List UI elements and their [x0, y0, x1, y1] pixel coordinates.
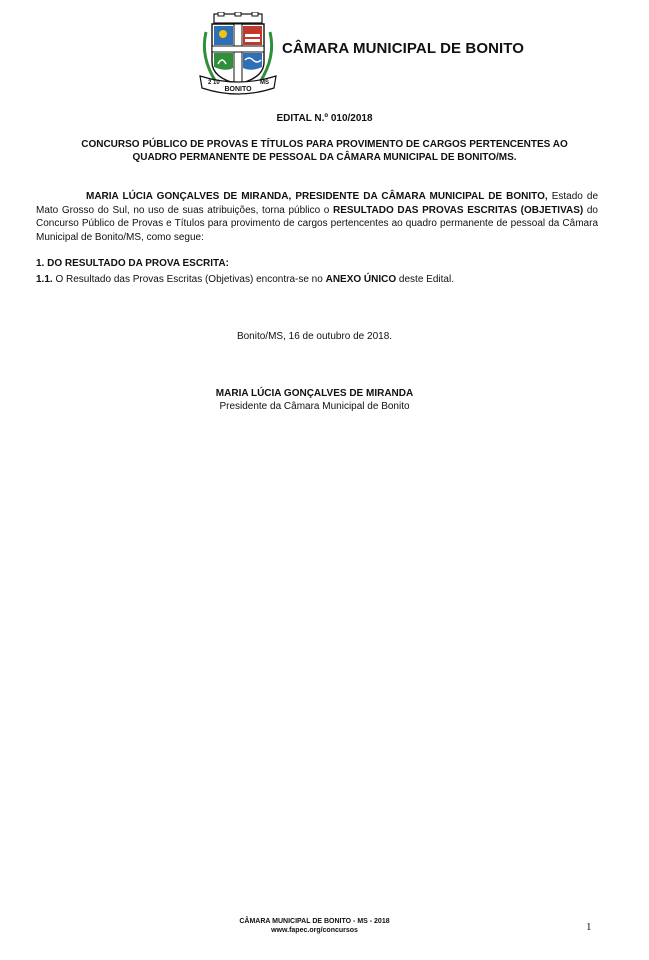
intro-text-1: Estado de Mato Grosso do Sul, no uso de suas atribuições, torna público o	[36, 191, 598, 216]
place-date: Bonito/MS, 16 de outubro de 2018.	[236, 331, 393, 342]
organization-name: CÂMARA MUNICIPAL DE BONITO	[282, 40, 525, 57]
signer-role: Presidente da Câmara Municipal de Bonito	[219, 401, 410, 412]
intro-paragraph	[36, 190, 598, 244]
footer-organization: CÂMARA MUNICIPAL DE BONITO - MS - 2018	[239, 918, 390, 925]
letterhead	[196, 12, 525, 98]
section-heading: 1. DO RESULTADO DA PROVA ESCRITA:	[36, 258, 229, 269]
section-item	[36, 274, 454, 285]
footer-url: www.fapec.org/concursos	[271, 927, 358, 934]
municipal-crest-icon	[196, 12, 280, 98]
page-number: 1	[586, 921, 592, 933]
intro-text-2: do Concurso Público de Provas e Títulos para provimento de cargos pertencentes ao quadro permanente de pessoal da Câmara Municipal de Bonito/MS, como segue:	[36, 204, 598, 243]
intro-result-bold: RESULTADO DAS PROVAS ESCRITAS (OBJETIVAS)	[332, 204, 584, 216]
subject-line-2: QUADRO PERMANENTE DE PESSOAL DA CÂMARA MUNICIPAL DE BONITO/MS.	[132, 152, 517, 163]
item-text-1: O Resultado das Provas Escritas (Objetivas) encontra-se no	[52, 274, 326, 285]
intro-name-bold: MARIA LÚCIA GONÇALVES DE MIRANDA, PRESIDENTE DA CÂMARA MUNICIPAL DE BONITO,	[86, 191, 548, 202]
crest-left-text: 2 10	[208, 80, 220, 86]
item-bold: ANEXO ÚNICO	[325, 274, 397, 285]
edital-title: EDITAL N.º 010/2018	[276, 113, 373, 124]
item-number: 1.1.	[36, 274, 53, 285]
edital-subject	[40, 138, 609, 164]
crest-banner-text: BONITO	[224, 86, 252, 93]
subject-line-1: CONCURSO PÚBLICO DE PROVAS E TÍTULOS PARA PROVIMENTO DE CARGOS PERTENCENTES AO	[81, 139, 568, 150]
crest-right-text: MS	[260, 80, 269, 86]
signer-name: MARIA LÚCIA GONÇALVES DE MIRANDA	[215, 388, 414, 399]
item-text-2: deste Edital.	[396, 274, 454, 285]
